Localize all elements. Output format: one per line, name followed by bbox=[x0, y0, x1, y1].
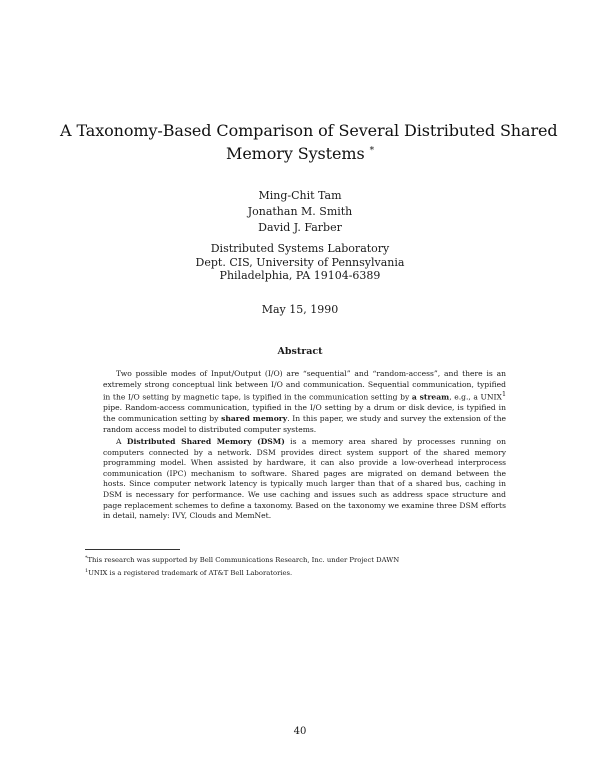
title-line-1: A Taxonomy-Based Comparison of Several Distributed Shared bbox=[60, 121, 558, 140]
abstract-emphasis: shared memory bbox=[221, 413, 288, 423]
footnotes bbox=[85, 553, 515, 578]
abstract-paragraph-2 bbox=[103, 437, 506, 522]
affiliation bbox=[150, 242, 450, 283]
author-name: David J. Farber bbox=[258, 221, 342, 234]
abstract-text: Two possible modes of Input/Output (I/O) are “sequential” and “random-access”, and there is an extremely strong conceptual link between I/O and communication. Sequential communication, typified in the I/O setting by magnetic tape, is typified in the communication setting by bbox=[103, 369, 506, 402]
affiliation-lab: Distributed Systems Laboratory bbox=[210, 242, 390, 255]
abstract-text: . In this paper, we study and survey the extension of the random access model to distributed computer systems. bbox=[103, 413, 506, 434]
footnote-marker: 1 bbox=[85, 567, 89, 574]
abstract-text: , e.g., a UNIX bbox=[449, 392, 502, 402]
abstract-text: pipe. Random-access communication, typified in the I/O setting by a drum or disk device, is typified in the communication setting by bbox=[103, 403, 506, 423]
author-name: Jonathan M. Smith bbox=[247, 205, 353, 218]
abstract-paragraph-1 bbox=[103, 369, 506, 435]
footnote-2 bbox=[85, 566, 515, 579]
title-footnote-marker: * bbox=[369, 146, 374, 156]
footnote-marker: 1 bbox=[501, 391, 506, 399]
abstract-emphasis: Distributed Shared Memory (DSM) bbox=[126, 437, 285, 447]
author-name: Ming-Chit Tam bbox=[258, 189, 342, 202]
abstract-heading: Abstract bbox=[277, 346, 323, 357]
author-list bbox=[150, 188, 450, 236]
footnote-marker: * bbox=[85, 555, 88, 561]
title-line-2-text: Memory Systems bbox=[226, 144, 365, 163]
abstract-text: A bbox=[116, 437, 127, 447]
title-line-2 bbox=[60, 141, 540, 164]
affiliation-dept: Dept. CIS, University of Pennsylvania bbox=[195, 255, 405, 269]
affiliation-city: Philadelphia, PA 19104-6389 bbox=[219, 269, 381, 282]
abstract-emphasis: a stream bbox=[411, 392, 450, 402]
footnote-rule bbox=[85, 549, 180, 550]
footnote-1 bbox=[85, 553, 515, 566]
abstract-body bbox=[103, 369, 506, 522]
paper-date: May 15, 1990 bbox=[261, 303, 339, 316]
footnote-text: UNIX is a registered trademark of AT&T Bell Laboratories. bbox=[88, 568, 293, 577]
page-number: 40 bbox=[293, 726, 307, 737]
abstract-text: is a memory area shared by processes running on computers connected by a network. DSM provides direct system support of the shared memory programming model. When assisted by hardware, it can also provide a low-overhead interprocess communication (IPC) mechanism to software. Shared pages are migrated on demand between the hosts. Since computer network latency is typically much larger than that of a shared bus, caching in DSM is necessary for performance. We use caching and issues such as address space structure and page replacement schemes to define a taxonomy. Based on the taxonomy we examine three DSM efforts in detail, namely: IVY, Clouds and MemNet. bbox=[103, 437, 506, 521]
paper-title bbox=[60, 121, 558, 164]
footnote-text: This research was supported by Bell Communications Research, Inc. under Project DAWN bbox=[87, 556, 400, 564]
